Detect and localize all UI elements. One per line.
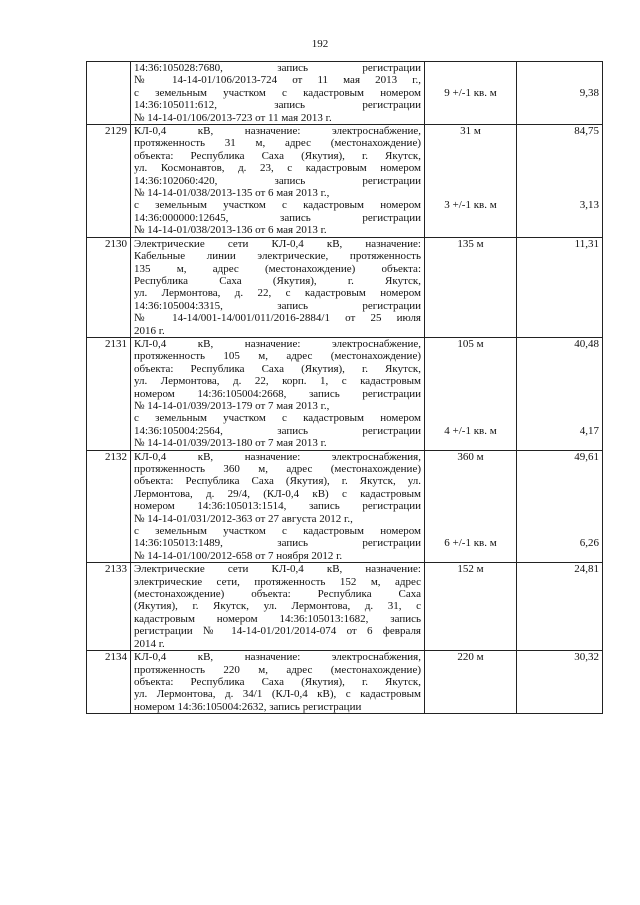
table-row bbox=[87, 337, 603, 450]
object-size: 152 м bbox=[457, 563, 484, 576]
description-line: 14:36:102060:420, запись регистрации bbox=[134, 174, 421, 187]
object-size: 31 м bbox=[460, 125, 481, 138]
description-part bbox=[134, 199, 421, 236]
description-line: протяженность 31 м, адрес (местонахождение) bbox=[134, 137, 421, 150]
description-line: Электрические сети КЛ-0,4 кВ, назначение: bbox=[134, 237, 421, 250]
description-line: с земельным участком с кадастровым номером bbox=[134, 199, 421, 212]
description-line: 14:36:105004:2564, запись регистрации bbox=[134, 424, 421, 437]
description-line: КЛ-0,4 кВ, назначение: электроснабжения, bbox=[134, 450, 421, 463]
description-line: КЛ-0,4 кВ, назначение: электроснабжения, bbox=[134, 651, 421, 664]
description-line: номером 14:36:105013:1514, запись регистрации bbox=[134, 500, 421, 513]
description-line: с земельным участком с кадастровым номером bbox=[134, 86, 421, 99]
object-value-cell bbox=[517, 337, 603, 450]
object-description bbox=[131, 62, 425, 125]
object-size: 135 м bbox=[457, 237, 484, 250]
description-line: 14:36:105028:7680, запись регистрации bbox=[134, 62, 421, 74]
object-size: 6 +/-1 кв. м bbox=[444, 537, 497, 550]
object-value-cell bbox=[517, 125, 603, 238]
object-size: 4 +/-1 кв. м bbox=[444, 424, 497, 437]
description-line: 14:36:000000:12645, запись регистрации bbox=[134, 211, 421, 224]
description-line: ул. Космонавтов, д. 23, с кадастровым номером bbox=[134, 162, 421, 175]
description-part bbox=[134, 338, 421, 412]
row-number bbox=[87, 62, 131, 125]
object-value: 11,31 bbox=[574, 237, 599, 250]
table-row bbox=[87, 651, 603, 714]
object-value: 30,32 bbox=[574, 651, 599, 664]
description-line: кадастровым номером 14:36:105013:1682, запись bbox=[134, 612, 421, 625]
object-size-cell bbox=[425, 563, 517, 651]
object-value: 3,13 bbox=[579, 199, 599, 212]
description-line: № 14-14-01/038/2013-136 от 6 мая 2013 г. bbox=[134, 224, 327, 237]
description-line: электрические сети, протяженность 152 м, адрес bbox=[134, 575, 421, 588]
object-value-cell bbox=[517, 237, 603, 337]
object-value: 6,26 bbox=[579, 537, 599, 550]
table-row bbox=[87, 62, 603, 125]
object-description bbox=[131, 563, 425, 651]
description-line: регистрации № 14-14-01/201/2014-074 от 6 февраля bbox=[134, 625, 421, 638]
object-description bbox=[131, 450, 425, 563]
object-size-cell bbox=[425, 237, 517, 337]
registry-rows bbox=[87, 62, 603, 714]
object-size-cell bbox=[425, 125, 517, 238]
description-part bbox=[134, 651, 421, 713]
description-line: № 14-14-01/031/2012-363 от 27 августа 2012 г., bbox=[134, 512, 353, 525]
description-line: № 14-14-01/100/2012-658 от 7 ноября 2012 г. bbox=[134, 549, 343, 562]
page-number: 192 bbox=[311, 38, 329, 50]
description-line: № 14-14/001-14/001/011/2016-2884/1 от 25 июля bbox=[134, 312, 421, 325]
description-line: Республика Саха (Якутия), г. Якутск, bbox=[134, 274, 421, 287]
row-number: 2134 bbox=[87, 651, 131, 714]
object-value-cell bbox=[517, 563, 603, 651]
description-part bbox=[134, 563, 421, 650]
object-value: 24,81 bbox=[574, 563, 599, 576]
description-line: 14:36:105004:3315, запись регистрации bbox=[134, 299, 421, 312]
object-size-cell bbox=[425, 450, 517, 563]
description-part bbox=[134, 125, 421, 199]
table-row bbox=[87, 450, 603, 563]
description-line: с земельным участком с кадастровым номером bbox=[134, 412, 421, 425]
description-line: Кабельные линии электрические, протяженность bbox=[134, 250, 421, 263]
object-size: 105 м bbox=[457, 337, 484, 350]
description-line: 14:36:105013:1489, запись регистрации bbox=[134, 537, 421, 550]
object-value: 49,61 bbox=[574, 450, 599, 463]
description-line: объекта: Республика Саха (Якутия), г. Якутск, ул. bbox=[134, 475, 421, 488]
description-part bbox=[134, 451, 421, 525]
description-line: объекта: Республика Саха (Якутия), г. Якутск, bbox=[134, 675, 421, 688]
description-line: номером 14:36:105004:2668, запись регистрации bbox=[134, 387, 421, 400]
row-number: 2133 bbox=[87, 563, 131, 651]
description-part bbox=[134, 525, 421, 562]
description-line: ул. Лермонтова, д. 34/1 (КЛ-0,4 кВ), с кадастровым bbox=[134, 688, 421, 701]
description-line: КЛ-0,4 кВ, назначение: электроснабжение, bbox=[134, 125, 421, 138]
table-row bbox=[87, 237, 603, 337]
row-number: 2131 bbox=[87, 337, 131, 450]
object-description bbox=[131, 237, 425, 337]
object-value-cell bbox=[517, 450, 603, 563]
object-value: 4,17 bbox=[579, 424, 599, 437]
description-line: (Якутия), г. Якутск, ул. Лермонтова, д. 31, с bbox=[134, 600, 421, 613]
registry-table bbox=[86, 61, 603, 714]
description-part bbox=[134, 62, 421, 124]
table-row bbox=[87, 563, 603, 651]
description-line: с земельным участком с кадастровым номером bbox=[134, 525, 421, 538]
row-number: 2132 bbox=[87, 450, 131, 563]
description-line: объекта: Республика Саха (Якутия), г. Якутск, bbox=[134, 362, 421, 375]
description-line: 14:36:105011:612, запись регистрации bbox=[134, 99, 421, 112]
description-line: 2014 г. bbox=[134, 637, 165, 650]
object-description bbox=[131, 651, 425, 714]
description-line: № 14-14-01/038/2013-135 от 6 мая 2013 г., bbox=[134, 187, 330, 200]
object-value-cell bbox=[517, 62, 603, 125]
object-description bbox=[131, 337, 425, 450]
description-line: № 14-14-01/106/2013-723 от 11 мая 2013 г. bbox=[134, 111, 332, 124]
object-size: 220 м bbox=[457, 651, 484, 664]
description-line: № 14-14-01/039/2013-179 от 7 мая 2013 г., bbox=[134, 399, 330, 412]
object-value: 40,48 bbox=[574, 337, 599, 350]
description-line: Лермонтова, д. 29/4, (КЛ-0,4 кВ) с кадастровым bbox=[134, 487, 421, 500]
description-line: протяженность 105 м, адрес (местонахождение) bbox=[134, 350, 421, 363]
object-size-cell bbox=[425, 651, 517, 714]
description-line: КЛ-0,4 кВ, назначение: электроснабжение, bbox=[134, 337, 421, 350]
description-line: № 14-14-01/039/2013-180 от 7 мая 2013 г. bbox=[134, 437, 327, 450]
row-number: 2129 bbox=[87, 125, 131, 238]
object-size: 3 +/-1 кв. м bbox=[444, 199, 497, 212]
description-line: номером 14:36:105004:2632, запись регистрации bbox=[134, 700, 362, 713]
description-line: протяженность 360 м, адрес (местонахождение) bbox=[134, 463, 421, 475]
description-part bbox=[134, 412, 421, 449]
description-part bbox=[134, 238, 421, 337]
object-value: 84,75 bbox=[574, 125, 599, 138]
object-description bbox=[131, 125, 425, 238]
description-line: ул. Лермонтова, д. 22, корп. 1, с кадастровым bbox=[134, 375, 421, 388]
description-line: № 14-14-01/106/2013-724 от 11 мая 2013 г., bbox=[134, 74, 421, 87]
description-line: Электрические сети КЛ-0,4 кВ, назначение: bbox=[134, 563, 421, 576]
object-value-cell bbox=[517, 651, 603, 714]
description-line: ул. Лермонтова, д. 22, с кадастровым номером bbox=[134, 287, 421, 300]
table-row bbox=[87, 125, 603, 238]
description-line: 2016 г. bbox=[134, 324, 165, 337]
object-value: 9,38 bbox=[579, 86, 599, 99]
object-size: 9 +/-1 кв. м bbox=[444, 86, 497, 99]
description-line: объекта: Республика Саха (Якутия), г. Якутск, bbox=[134, 149, 421, 162]
object-size-cell bbox=[425, 337, 517, 450]
description-line: протяженность 220 м, адрес (местонахождение) bbox=[134, 663, 421, 676]
object-size: 360 м bbox=[457, 450, 484, 463]
object-size-cell bbox=[425, 62, 517, 125]
description-line: (местонахождение) объекта: Республика Саха bbox=[134, 588, 421, 601]
description-line: 135 м, адрес (местонахождение) объекта: bbox=[134, 262, 421, 275]
row-number: 2130 bbox=[87, 237, 131, 337]
